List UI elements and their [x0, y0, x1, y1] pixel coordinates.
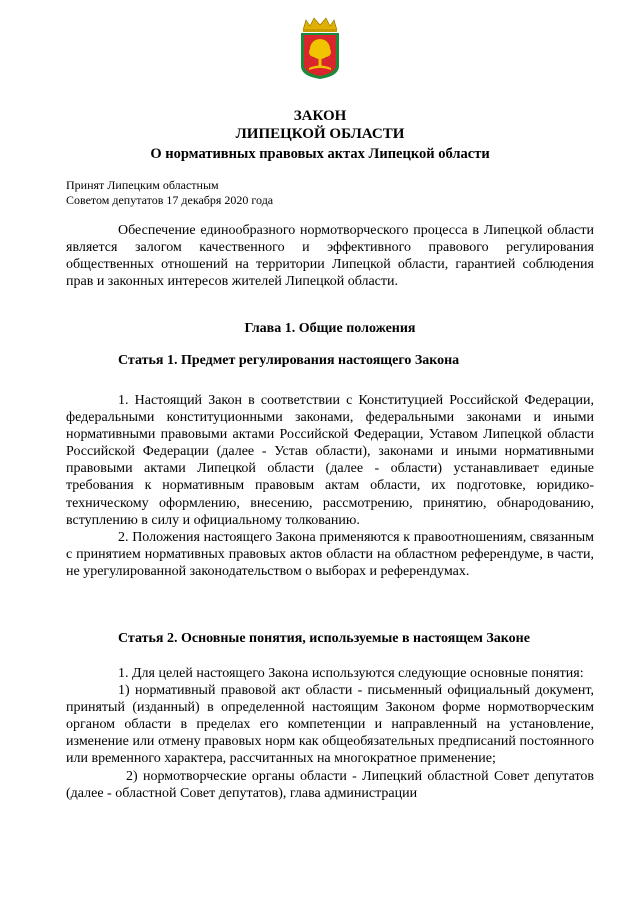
region-heading: ЛИПЕЦКОЙ ОБЛАСТИ — [235, 126, 405, 142]
article-2-item-2: 2) нормотворческие органы области - Липецкий областной Совет депутатов (далее - областной Совет депутатов), глава администрации — [66, 768, 594, 801]
article-2-body — [66, 665, 594, 802]
article-1-paragraph-2: 2. Положения настоящего Закона применяются к правоотношениям, связанным с принятием нормативных правовых актов области на областном референдуме, в части, не урегулированной законодательством о выборах и референдумах. — [66, 529, 594, 579]
preamble-text: Обеспечение единообразного нормотворческого процесса в Липецкой области является залогом качественного и эффективного правового регулирования общественных отношений на территории Липецкой области, гарантией соблюдения прав и законных интересов жителей Липецкой области. — [66, 223, 594, 290]
article-1-paragraph-1: 1. Настоящий Закон в соответствии с Конституцией Российской Федерации, федеральными конституционными законами, федеральными законами и иными нормативными правовыми актами Российской Федерации, Уставом Липецкой области Российской Федерации (далее - Устав области), законами и иными нормативными правовыми актами Липецкой области (далее - области) устанавливает единые требования к нормативным правовым актам области, их подготовке, юридико-техническому оформлению, внесению, рассмотрению, принятию, обнародованию, вступлению в силу и официальному толкованию. — [66, 393, 594, 528]
adoption-line-1: Принят Липецким областным — [66, 178, 219, 192]
law-title: О нормативных правовых актах Липецкой области — [150, 146, 490, 162]
article-2-title: Статья 2. Основные понятия, используемые в настоящем Законе — [118, 631, 530, 646]
adoption-note — [66, 178, 273, 208]
article-2-item-1: 1) нормативный правовой акт области - письменный официальный документ, принятый (изданный) в определенной настоящим Законом форме нормотворческим органом области в пределах его компетенции и направленный на установление, изменение или отмену правовых норм как общеобязательных предписаний постоянного или временного характера, рассчитанных на многократное применение; — [66, 683, 594, 767]
preamble — [66, 222, 594, 290]
law-heading: ЗАКОН — [293, 108, 347, 124]
adoption-line-2: Советом депутатов 17 декабря 2020 года — [66, 193, 274, 207]
coat-of-arms-icon — [297, 16, 343, 80]
chapter-1-title: Глава 1. Общие положения — [244, 321, 416, 336]
article-2-paragraph-1: 1. Для целей настоящего Закона используются следующие основные понятия: — [118, 666, 584, 681]
article-1-body — [66, 392, 594, 580]
article-1-title: Статья 1. Предмет регулирования настоящего Закона — [118, 353, 460, 368]
